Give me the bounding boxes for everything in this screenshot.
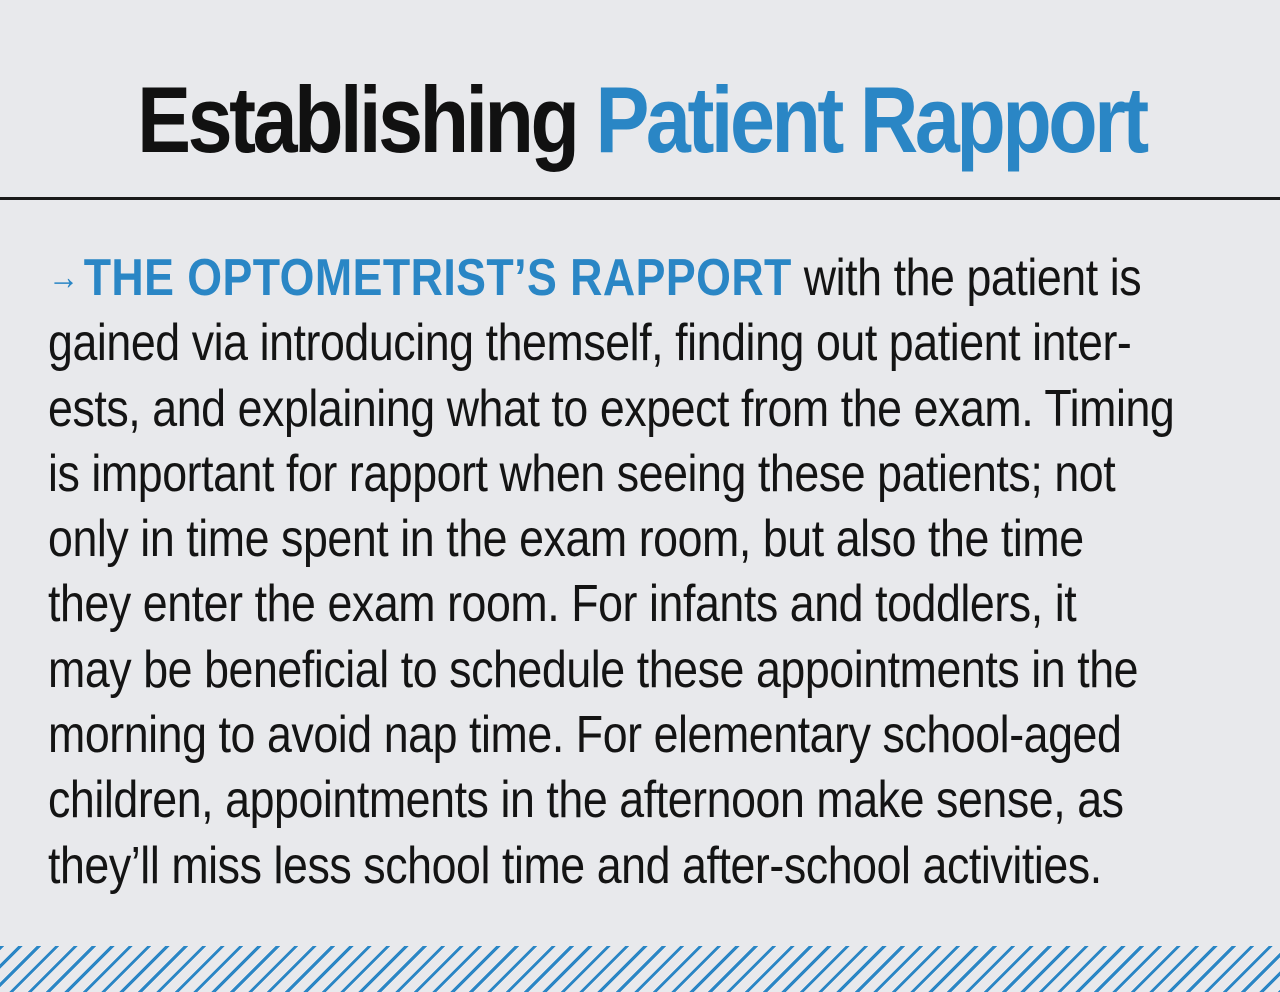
- body-line: is important for rapport when seeing these patients; not: [48, 444, 1116, 503]
- body-line: ests, and explaining what to expect from the exam. Timing: [48, 379, 1175, 438]
- decorative-stripes: [0, 946, 1280, 992]
- body-line: they enter the exam room. For infants and toddlers, it: [48, 575, 1077, 634]
- title-part-blue: Patient Rapport: [595, 67, 1146, 172]
- body-line: children, appointments in the afternoon make sense, as: [48, 771, 1124, 830]
- body-paragraph: [48, 244, 1243, 899]
- body-line: only in time spent in the exam room, but also the time: [48, 510, 1084, 569]
- lead-in: THE OPTOMETRIST’S RAPPORT: [83, 249, 792, 307]
- body-line: they’ll miss less school time and after-school activities.: [48, 836, 1102, 895]
- right-arrow-icon: →: [48, 256, 79, 297]
- body-line: morning to avoid nap time. For elementary school-aged: [48, 706, 1122, 765]
- body-line-1: [48, 244, 1243, 311]
- body-line: gained via introducing themself, finding out patient inter-: [48, 314, 1132, 373]
- title-part-dark: Establishing: [137, 67, 577, 172]
- title-divider: [0, 197, 1280, 200]
- line1-rest: with the patient is: [803, 249, 1142, 307]
- body-line: may be beneficial to schedule these appointments in the: [48, 640, 1139, 699]
- panel-title: [91, 67, 1192, 172]
